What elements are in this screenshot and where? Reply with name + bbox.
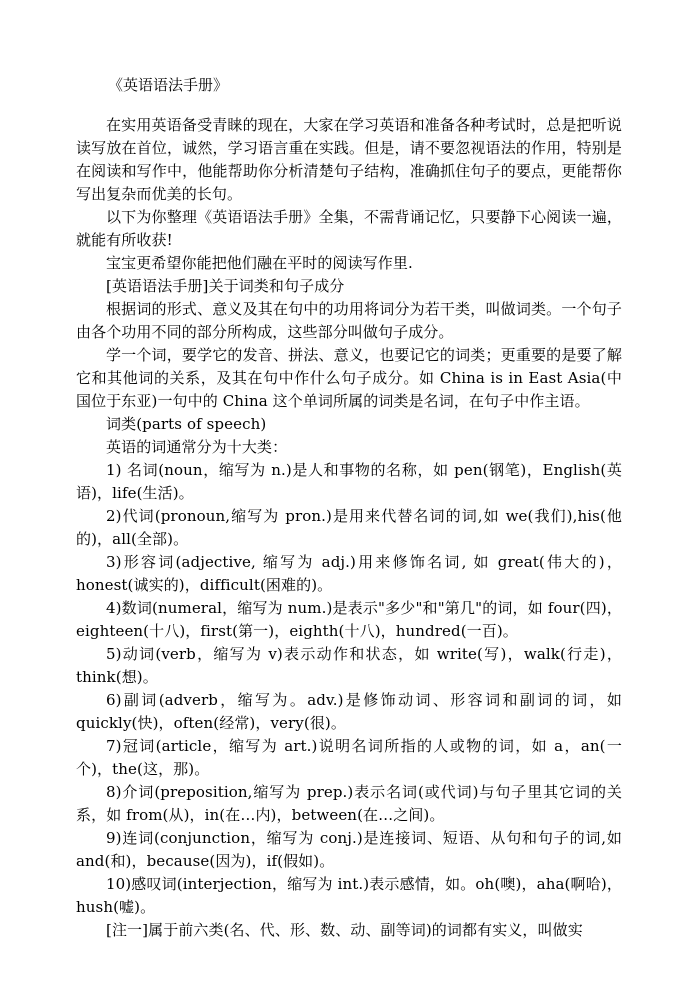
list-item-preposition: 8)介词(preposition,缩写为 prep.)表示名词(或代词)与句子里其它词的关系，如 from(从)，in(在…内)，between(在…之间)。 (76, 783, 622, 824)
paragraph-intro: 在实用英语备受青睐的现在，大家在学习英语和准备各种考试时，总是把听说读写放在首位，诚然，学习语言重在实践。但是，请不要忽视语法的作用，特别是在阅读和写作中，他能帮助你分析清楚句子结构，准确抓住句子的要点，更能帮你写出复杂而优美的长句。 (76, 116, 622, 203)
document-page (76, 72, 622, 942)
paragraph-ten-classes: 英语的词通常分为十大类： (106, 438, 288, 456)
section-heading: [英语语法手册]关于词类和句子成分 (106, 277, 345, 295)
list-item-noun: 1) 名词(noun，缩写为 n.)是人和事物的名称，如 pen(钢笔)，English(英语)，life(生活)。 (76, 461, 622, 502)
list-item-article: 7)冠词(article，缩写为 art.)说明名词所指的人或物的词，如 a，an(一个)，the(这，那)。 (76, 737, 622, 778)
paragraph-word-classes: 根据词的形式、意义及其在句中的功用将词分为若干类，叫做词类。一个句子由各个功用不同的部分所构成，这些部分叫做句子成分。 (76, 300, 622, 341)
list-item-adverb: 6)副词(adverb，缩写为。adv.)是修饰动词、形容词和副词的词，如 quickly(快)，often(经常)，very(很)。 (76, 691, 622, 732)
list-item-conjunction: 9)连词(conjunction，缩写为 conj.)是连接词、短语、从句和句子的词,如 and(和)，because(因为)，if(假如)。 (76, 829, 622, 870)
list-item-verb: 5)动词(verb，缩写为 v)表示动作和状态，如 write(写)，walk(行走)，think(想)。 (76, 645, 622, 686)
list-item-pronoun: 2)代词(pronoun,缩写为 pron.)是用来代替名词的词,如 we(我们),his(他的)，all(全部)。 (76, 507, 622, 548)
list-item-numeral: 4)数词(numeral，缩写为 num.)是表示"多少"和"第几"的词，如 four(四)，eighteen(十八)，first(第一)，eighth(十八)，hundred(一百)。 (76, 599, 622, 640)
list-item-interjection: 10)感叹词(interjection，缩写为 int.)表示感情，如。oh(噢)，aha(啊哈)，hush(嘘)。 (76, 875, 622, 916)
document-title: 《英语语法手册》 (108, 76, 229, 94)
note-paragraph: [注一]属于前六类(名、代、形、数、动、副等词)的词都有实义，叫做实 (106, 921, 583, 939)
paragraph-wish: 宝宝更希望你能把他们融在平时的阅读写作里. (106, 254, 413, 272)
paragraph-learning-words: 学一个词，要学它的发音、拼法、意义，也要记它的词类；更重要的是要了解它和其他词的关系，及其在句中作什么句子成分。如 China is in East Asia(中国位于东亚)一句中的 China 这个单词所属的词类是名词，在句子中作主语。 (76, 346, 622, 410)
subheading-parts-of-speech: 词类(parts of speech) (106, 415, 267, 433)
paragraph-summary: 以下为你整理《英语语法手册》全集，不需背诵记忆，只要静下心阅读一遍，就能有所收获! (76, 208, 622, 249)
list-item-adjective: 3)形容词(adjective, 缩写为 adj.)用来修饰名词, 如 great(伟大的)，honest(诚实的)，difficult(困难的)。 (76, 553, 622, 594)
